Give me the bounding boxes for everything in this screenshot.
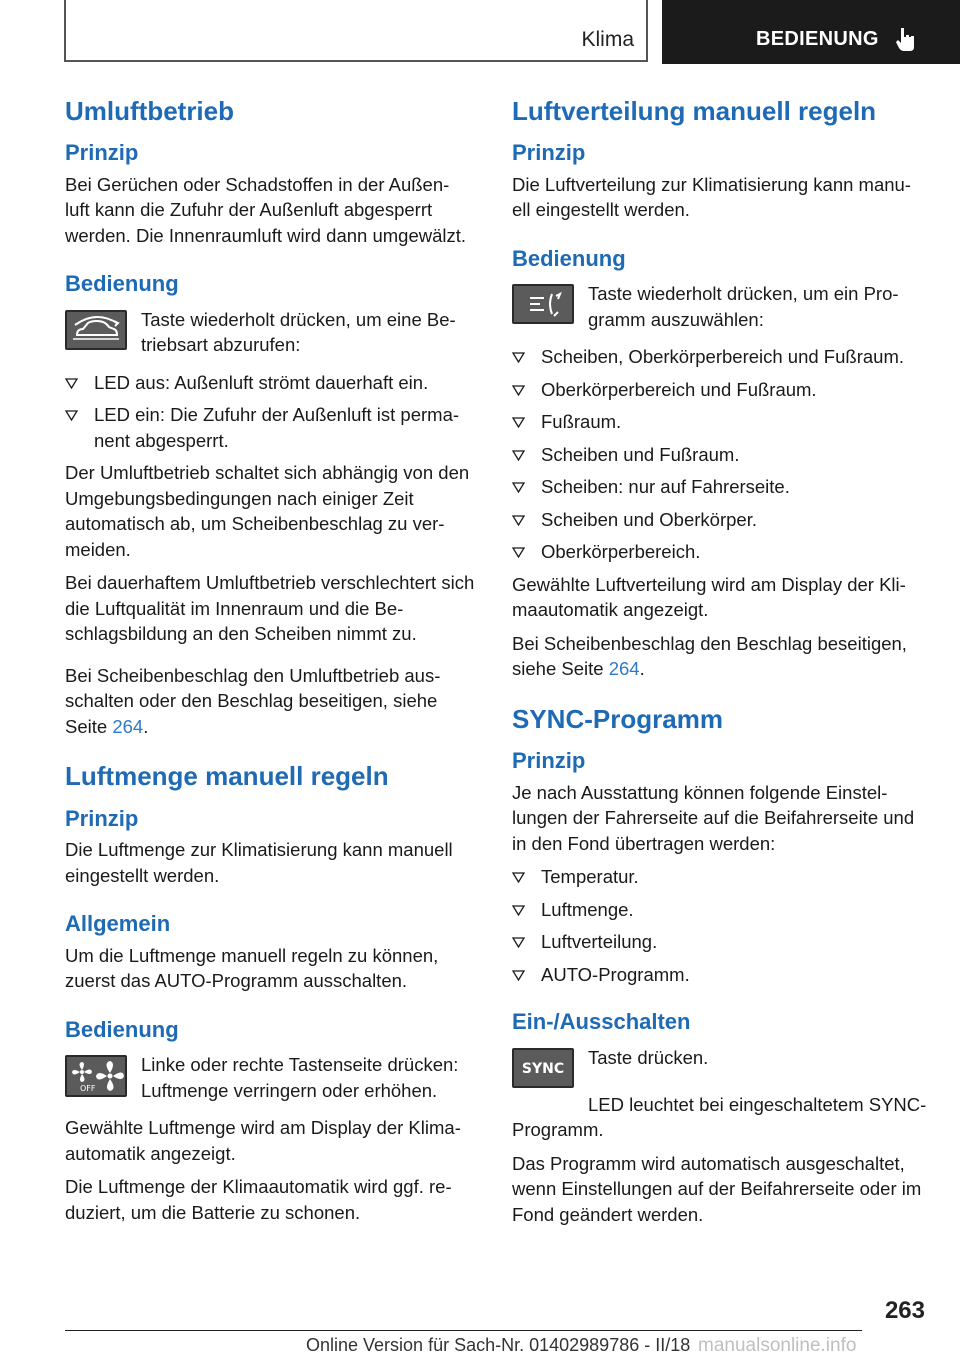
led-list: [65, 370, 475, 454]
list-item: [512, 344, 928, 370]
heading-prinzip: Prinzip: [65, 140, 139, 166]
air-distribution-icon: [512, 284, 574, 324]
heading-bedienung: Bedienung: [65, 1016, 179, 1042]
list-item: [512, 507, 928, 533]
instruction-text: Linke oder rechte Tastenseite drücken: Luftmenge verringern oder erhöhen.: [141, 1054, 459, 1101]
list-item: [512, 897, 928, 923]
footer-text: Online Version für Sach-Nr. 01402989786 - II/18: [306, 1335, 691, 1355]
list-item-text: Scheiben, Oberkörperbereich und Fußraum.: [541, 346, 904, 368]
page-link[interactable]: 264: [112, 715, 144, 737]
list-item-text: Temperatur.: [541, 866, 639, 888]
sync-list: [512, 864, 928, 987]
heading-prinzip: Prinzip: [65, 805, 139, 831]
triangle-bullet-icon: [512, 970, 525, 981]
triangle-bullet-icon: [65, 378, 78, 389]
paragraph: Gewählte Luftmenge wird am Display der Klima‐ automatik angezeigt.: [65, 1117, 461, 1164]
fan-icon: [65, 1055, 127, 1097]
heading-allgemein: Allgemein: [65, 911, 171, 937]
pointing-hand-icon: [895, 26, 917, 57]
triangle-bullet-icon: [512, 905, 525, 916]
list-item: [65, 370, 475, 396]
list-item-text: LED aus: Außenluft strömt dauerhaft ein.: [94, 371, 429, 393]
paragraph: LED leuchtet bei eingeschaltetem SYNC-Programm.: [512, 1093, 927, 1141]
list-item: [512, 409, 928, 435]
triangle-bullet-icon: [512, 547, 525, 558]
triangle-bullet-icon: [512, 417, 525, 428]
list-item-text: Scheiben: nur auf Fahrerseite.: [541, 476, 790, 498]
paragraph-end: .: [639, 658, 645, 680]
instruction-text: Taste wiederholt drücken, um eine Be‐ triebsart abzurufen:: [141, 308, 456, 356]
list-item: [512, 442, 928, 468]
heading-bedienung: Bedienung: [65, 271, 179, 297]
list-item: [512, 864, 928, 890]
section-title: Klima: [581, 28, 634, 51]
triangle-bullet-icon: [512, 352, 525, 363]
paragraph: Je nach Ausstattung können folgende Einstel‐ lungen der Fahrerseite auf die Beifahrerseite und in den Fond übertragen werden:: [512, 781, 915, 854]
list-item: [512, 377, 928, 403]
triangle-bullet-icon: [65, 410, 78, 421]
heading-prinzip: Prinzip: [512, 140, 586, 166]
triangle-bullet-icon: [512, 937, 525, 948]
chapter-title: BEDIENUNG: [756, 28, 879, 50]
paragraph: Die Luftmenge zur Klimatisierung kann manuell eingestellt werden.: [65, 839, 453, 886]
footer-divider: [65, 1330, 862, 1331]
paragraph: Der Umluftbetrieb schaltet sich abhängig von den Umgebungsbedingungen nach einiger Zeit automatisch ab, um Scheibenbeschlag zu ver‐ meiden.: [65, 462, 470, 560]
watermark: manualsonline.info: [698, 1335, 857, 1356]
list-item-text: LED ein: Die Zufuhr der Außenluft ist perma‐ nent abgesperrt.: [94, 404, 460, 451]
paragraph: [512, 631, 928, 682]
triangle-bullet-icon: [512, 450, 525, 461]
paragraph: Um die Luftmenge manuell regeln zu können, zuerst das AUTO-Programm ausschalten.: [65, 944, 439, 992]
instruction-text: [588, 1045, 708, 1077]
paragraph-text: Bei Scheibenbeschlag den Umluftbetrieb aus‐ schalten oder den Beschlag beseitigen, siehe Seite: [65, 664, 441, 737]
page-number: 263: [884, 1297, 925, 1324]
paragraph-end: .: [143, 715, 149, 737]
paragraph: [65, 663, 475, 740]
list-item-text: Fußraum.: [541, 411, 622, 433]
page-link[interactable]: 264: [608, 658, 640, 680]
list-item-text: Luftverteilung.: [541, 931, 658, 953]
heading-sync-programm: SYNC-Programm: [512, 703, 723, 734]
list-item-text: Oberkörperbereich.: [541, 541, 701, 563]
paragraph: Das Programm wird automatisch ausgeschaltet, wenn Einstellungen auf der Beifahrerseite oder im Fond geändert werden.: [512, 1152, 922, 1225]
triangle-bullet-icon: [512, 872, 525, 883]
heading-luftmenge: Luftmenge manuell regeln: [65, 761, 389, 792]
list-item: [512, 962, 928, 988]
instruction-text: Taste wiederholt drücken, um ein Pro‐ gramm auszuwählen:: [588, 283, 899, 330]
section-tab: [64, 0, 648, 62]
program-list: [512, 344, 928, 565]
heading-bedienung: Bedienung: [512, 245, 626, 271]
sync-key-icon: [512, 1048, 574, 1088]
instruction-line: Taste drücken.: [588, 1046, 709, 1068]
chapter-tab: [662, 0, 960, 64]
fan-off-label: OFF: [80, 1084, 96, 1094]
paragraph: Bei Gerüchen oder Schadstoffen in der Außen‐ luft kann die Zufuhr der Außenluft abgesperrt werden. Die Innenraumluft wird dann umgewälzt.: [65, 173, 467, 246]
paragraph: Die Luftmenge der Klimaautomatik wird ggf. re‐ duziert, um die Batterie zu schonen.: [65, 1176, 452, 1223]
control-instruction: [65, 1052, 475, 1103]
sync-key-label: SYNC: [521, 1060, 565, 1077]
list-item-text: Scheiben und Oberkörper.: [541, 508, 757, 530]
triangle-bullet-icon: [512, 515, 525, 526]
control-instruction: [512, 281, 928, 332]
control-instruction: [512, 1045, 928, 1088]
list-item: [65, 402, 475, 453]
list-item: [512, 474, 928, 500]
triangle-bullet-icon: [512, 482, 525, 493]
left-column: [65, 96, 475, 1233]
list-item-text: Oberkörperbereich und Fußraum.: [541, 378, 817, 400]
triangle-bullet-icon: [512, 385, 525, 396]
heading-umluftbetrieb: Umluftbetrieb: [65, 96, 234, 126]
control-instruction: [65, 307, 475, 358]
list-item-text: Luftmenge.: [541, 898, 634, 920]
list-item: [512, 539, 928, 565]
list-item-text: AUTO-Programm.: [541, 963, 690, 985]
list-item-text: Scheiben und Fußraum.: [541, 443, 740, 465]
heading-ein-ausschalten: Ein-/Ausschalten: [512, 1009, 691, 1035]
right-column: [512, 96, 928, 1235]
heading-luftverteilung: Luftverteilung manuell regeln: [512, 96, 877, 126]
paragraph: Bei dauerhaftem Umluftbetrieb verschlechtert sich die Luftqualität im Innenraum und die Be‐ schlagsbildung an den Scheiben nimmt zu.: [65, 572, 475, 645]
heading-prinzip: Prinzip: [512, 748, 586, 774]
list-item: [512, 929, 928, 955]
recirculation-icon: [65, 310, 127, 350]
paragraph: Gewählte Luftverteilung wird am Display der Kli‐ maautomatik angezeigt.: [512, 573, 906, 621]
page-header: [64, 0, 960, 64]
paragraph-text: Bei Scheibenbeschlag den Beschlag beseitigen, siehe Seite: [512, 632, 907, 680]
paragraph: Die Luftverteilung zur Klimatisierung kann manu‐ ell eingestellt werden.: [512, 173, 911, 221]
